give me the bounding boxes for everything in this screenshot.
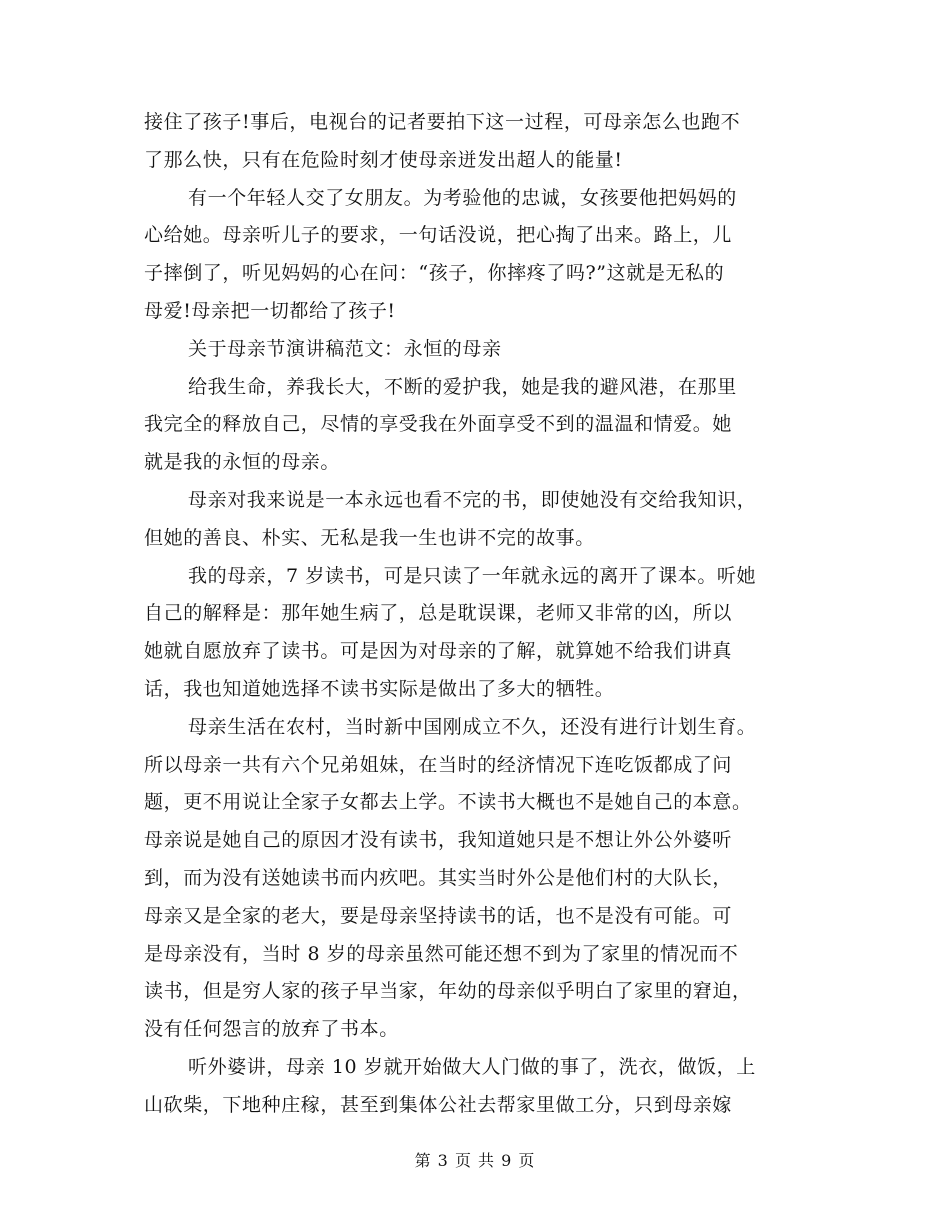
text-line: 关于母亲节演讲稿范文：永恒的母亲 (188, 337, 502, 360)
text-line: 了那么快，只有在危险时刻才使母亲迸发出超人的能量! (144, 148, 623, 171)
text-line: 给我生命，养我长大，不断的爱护我，她是我的避风港，在那里 (188, 375, 737, 398)
text-line: 母爱!母亲把一切都给了孩子! (144, 299, 396, 322)
text-line: 母亲生活在农村，当时新中国刚成立不久，还没有进行计划生育。 (188, 715, 757, 738)
text-line: 题，更不用说让全家子女都去上学。不读书大概也不是她自己的本意。 (144, 791, 752, 814)
text-line: 所以母亲一共有六个兄弟姐妹，在当时的经济情况下连吃饭都成了问 (144, 753, 733, 776)
text-line: 有一个年轻人交了女朋友。为考验他的忠诚，女孩要他把妈妈的 (188, 186, 737, 209)
text-line: 母亲对我来说是一本永远也看不完的书，即使她没有交给我知识， (188, 488, 757, 511)
text-line: 没有任何怨言的放弃了书本。 (144, 1018, 399, 1041)
text-line: 就是我的永恒的母亲。 (144, 451, 341, 474)
text-line: 但她的善良、朴实、无私是我一生也讲不完的故事。 (144, 526, 595, 549)
text-line: 是母亲没有，当时 8 岁的母亲虽然可能还想不到为了家里的情况而不 (144, 942, 739, 965)
text-line: 母亲又是全家的老大，要是母亲坚持读书的话，也不是没有可能。可 (144, 904, 733, 927)
text-line: 读书，但是穷人家的孩子早当家，年幼的母亲似乎明白了家里的窘迫， (144, 980, 752, 1003)
text-line: 心给她。母亲听儿子的要求，一句话没说，把心掏了出来。路上，儿 (144, 224, 733, 247)
text-line: 我完全的释放自己，尽情的享受我在外面享受不到的温温和情爱。她 (144, 413, 733, 436)
page-footer (0, 1148, 950, 1171)
text-line: 接住了孩子!事后，电视台的记者要拍下这一过程，可母亲怎么也跑不 (144, 111, 741, 133)
text-line: 她就自愿放弃了读书。可是因为对母亲的了解，就算她不给我们讲真 (144, 640, 733, 663)
text-line: 自己的解释是：那年她生病了，总是耽误课，老师又非常的凶，所以 (144, 602, 733, 625)
page-number-label: 第 3 页 共 9 页 (414, 1151, 536, 1170)
text-line: 话，我也知道她选择不读书实际是做出了多大的牺牲。 (144, 677, 615, 700)
text-line: 我的母亲，7 岁读书，可是只读了一年就永远的离开了课本。听她 (188, 564, 757, 587)
text-line: 子摔倒了，听见妈妈的心在问：“孩子，你摔疼了吗?”这就是无私的 (144, 262, 725, 285)
text-line: 山砍柴，下地种庄稼，甚至到集体公社去帮家里做工分，只到母亲嫁 (144, 1093, 733, 1116)
document-body (144, 104, 804, 1125)
text-line: 到，而为没有送她读书而内疚吧。其实当时外公是他们村的大队长， (144, 866, 733, 889)
text-line: 听外婆讲，母亲 10 岁就开始做大人门做的事了，洗衣，做饭，上 (188, 1055, 756, 1078)
text-line: 母亲说是她自己的原因才没有读书，我知道她只是不想让外公外婆听 (144, 829, 733, 852)
